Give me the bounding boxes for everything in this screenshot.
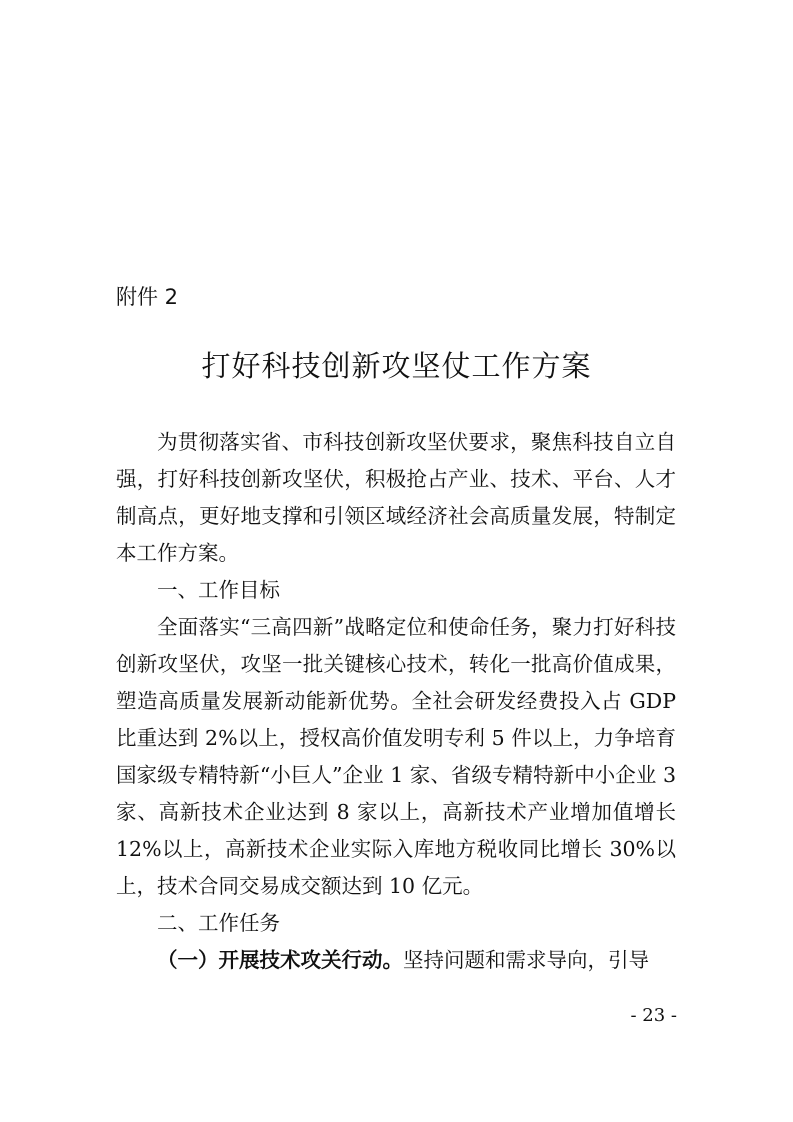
document-body — [116, 424, 676, 979]
task-item-lead: （一）开展技术攻关行动。 — [157, 948, 403, 972]
section-heading-tasks: 二、工作任务 — [157, 911, 280, 935]
annex-label: 附件 2 — [116, 285, 179, 309]
intro-paragraph: 为贯彻落实省、市科技创新攻坚伏要求，聚焦科技自立自强，打好科技创新攻坚伏，积极抢占产业、技术、平台、人才制高点，更好地支撑和引领区域经济社会高质量发展，特制定本工作方案。 — [116, 430, 676, 565]
task-item-text: 坚持问题和需求导向，引导 — [403, 948, 649, 972]
document-title: 打好科技创新攻坚仗工作方案 — [201, 349, 592, 383]
section-heading-goals: 一、工作目标 — [157, 578, 280, 602]
task-item-paragraph — [116, 942, 676, 979]
page-number: - 23 - — [630, 1005, 677, 1026]
goals-paragraph: 全面落实“三高四新”战略定位和使命任务，聚力打好科技创新攻坚伏，攻坚一批关键核心技术，转化一批高价值成果，塑造高质量发展新动能新优势。全社会研发经费投入占 GDP 比重达到 2%以上，授权高价值发明专利 5 件以上，力争培育国家级专精特新“小巨人”企业 1 家、省级专精特新中小企业 3 家、高新技术企业达到 8 家以上，高新技术产业增加值增长 12%以上，高新技术企业实际入库地方税收同比增长 30%以上，技术合同交易成交额达到 10 亿元。 — [116, 615, 676, 898]
